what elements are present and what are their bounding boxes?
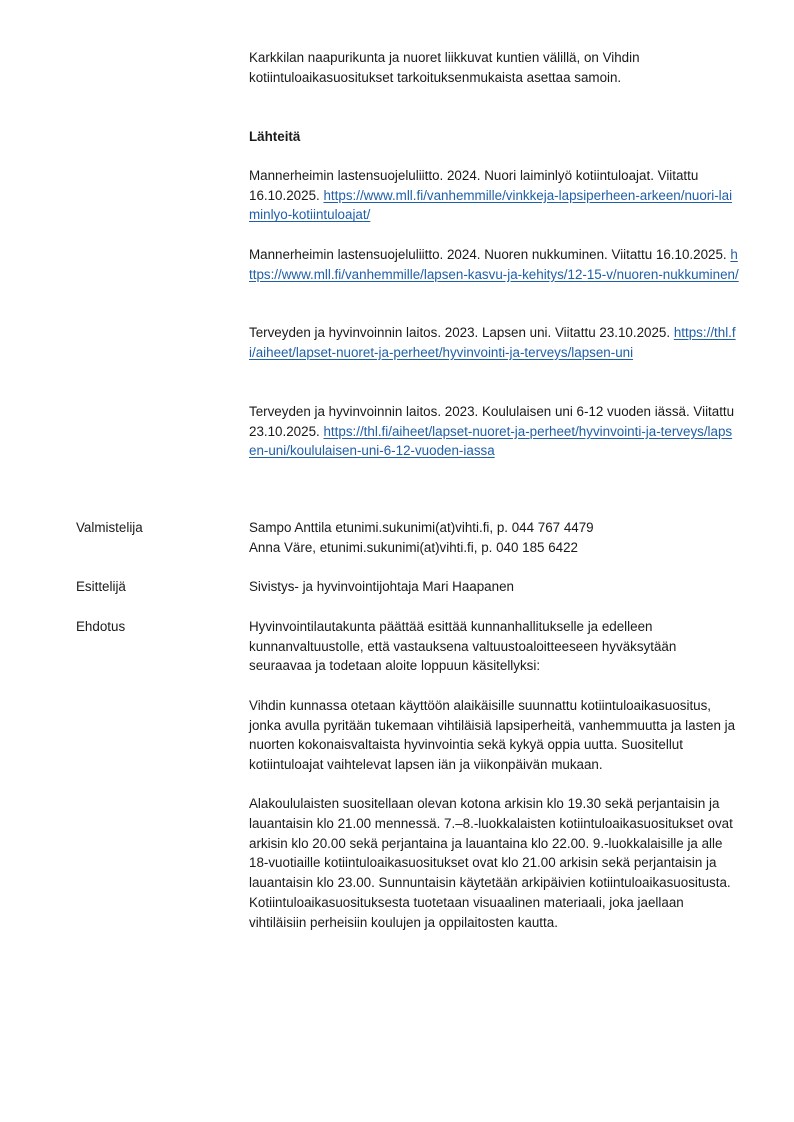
source-citation bbox=[249, 402, 739, 461]
source-item bbox=[249, 245, 739, 284]
source-citation bbox=[249, 323, 739, 362]
preparer-line: Anna Väre, etunimi.sukunimi(at)vihti.fi, p. 040 185 6422 bbox=[249, 539, 578, 555]
esittelija-label: Esittelijä bbox=[76, 579, 126, 594]
proposal-paragraph: Vihdin kunnassa otetaan käyttöön alaikäisille suunnattu kotiintuloaikasuositus, jonka avulla pyritään tukemaan vihtiläisiä lapsiperheitä, vanhemmuutta ja lasten ja nuorten kokonaisvaltaista hyvinvointia sekä kykyä oppia uutta. Suositellut kotiintuloajat vaihtelevat lapsen iän ja viikonpäivän mukaan. bbox=[249, 697, 736, 772]
source-item bbox=[249, 402, 739, 461]
intro-line: Karkkilan naapurikunta ja nuoret liikkuvat kuntien välillä, on Vihdin bbox=[249, 50, 640, 65]
valmistelija-label: Valmistelija bbox=[76, 520, 143, 535]
source-text: Mannerheimin lastensuojeluliitto. 2024. Nuoren nukkuminen. Viitattu 16.10.2025. bbox=[249, 247, 727, 262]
intro-line: kotiintuloaikasuositukset tarkoituksenmukaista asettaa samoin. bbox=[249, 69, 622, 85]
source-citation bbox=[249, 245, 739, 284]
source-link[interactable]: https://thl.fi/aiheet/lapset-nuoret-ja-perheet/hyvinvointi-ja-terveys/lapsen-uni/koululaisen-uni-6-12-vuoden-iassa bbox=[249, 423, 733, 459]
proposal-paragraph: Hyvinvointilautakunta päättää esittää kunnanhallitukselle ja edelleen kunnanvaltuustolle, että vastauksena valtuustoaloitteeseen hyväksytään seuraavaa ja todetaan aloite loppuun käsitellyksi: bbox=[249, 619, 677, 674]
ehdotus-body bbox=[249, 617, 739, 932]
ehdotus-label: Ehdotus bbox=[76, 619, 126, 634]
source-link[interactable]: https://www.mll.fi/vanhemmille/vinkkeja-lapsiperheen-arkeen/nuori-laiminlyo-kotiintuloajat/ bbox=[249, 187, 733, 223]
intro-paragraph bbox=[249, 48, 739, 87]
valmistelija-value bbox=[249, 518, 739, 557]
source-text: Terveyden ja hyvinvoinnin laitos. 2023. Koululaisen uni 6-12 vuoden iässä. Viitattu 23.10.2025. bbox=[249, 404, 735, 439]
sources-heading-text: Lähteitä bbox=[249, 129, 301, 144]
source-text: Terveyden ja hyvinvoinnin laitos. 2023. Lapsen uni. Viitattu 23.10.2025. bbox=[249, 325, 671, 340]
source-text: Mannerheimin lastensuojeluliitto. 2024. Nuori laiminlyö kotiintuloajat. Viitattu 16.10.2025. bbox=[249, 168, 699, 203]
esittelija-value: Sivistys- ja hyvinvointijohtaja Mari Haapanen bbox=[249, 579, 514, 594]
sources-heading bbox=[249, 127, 739, 147]
preparer-line: Sampo Anttila etunimi.sukunimi(at)vihti.fi, p. 044 767 4479 bbox=[249, 520, 594, 535]
source-item bbox=[249, 323, 739, 362]
source-item bbox=[249, 166, 739, 225]
source-citation bbox=[249, 166, 739, 225]
source-link[interactable]: https://www.mll.fi/vanhemmille/lapsen-kasvu-ja-kehitys/12-15-v/nuoren-nukkuminen/ bbox=[249, 247, 739, 282]
proposal-paragraph: Alakoululaisten suositellaan olevan kotona arkisin klo 19.30 sekä perjantaisin ja lauantaisin klo 21.00 mennessä. 7.–8.-luokkalaisten kotiintuloaikasuositukset ovat arkisin klo 20.00 sekä perjantaina ja lauantaina klo 22.00. 9.-luokkalaisille ja alle 18-vuotiaille kotiintuloaikasuositukset ovat klo 21.00 arkisin sekä perjantaisin ja lauantaisin klo 23.00. Sunnuntaisin käytetään arkipäivien kotiintuloaikasuositusta. Kotiintuloaikasuosituksesta tuotetaan visuaalinen materiaali, joka jaellaan vihtiläisiin perheisiin koulujen ja oppilaitosten kautta. bbox=[249, 796, 733, 930]
source-link[interactable]: https://thl.fi/aiheet/lapset-nuoret-ja-perheet/hyvinvointi-ja-terveys/lapsen-uni bbox=[249, 325, 736, 360]
